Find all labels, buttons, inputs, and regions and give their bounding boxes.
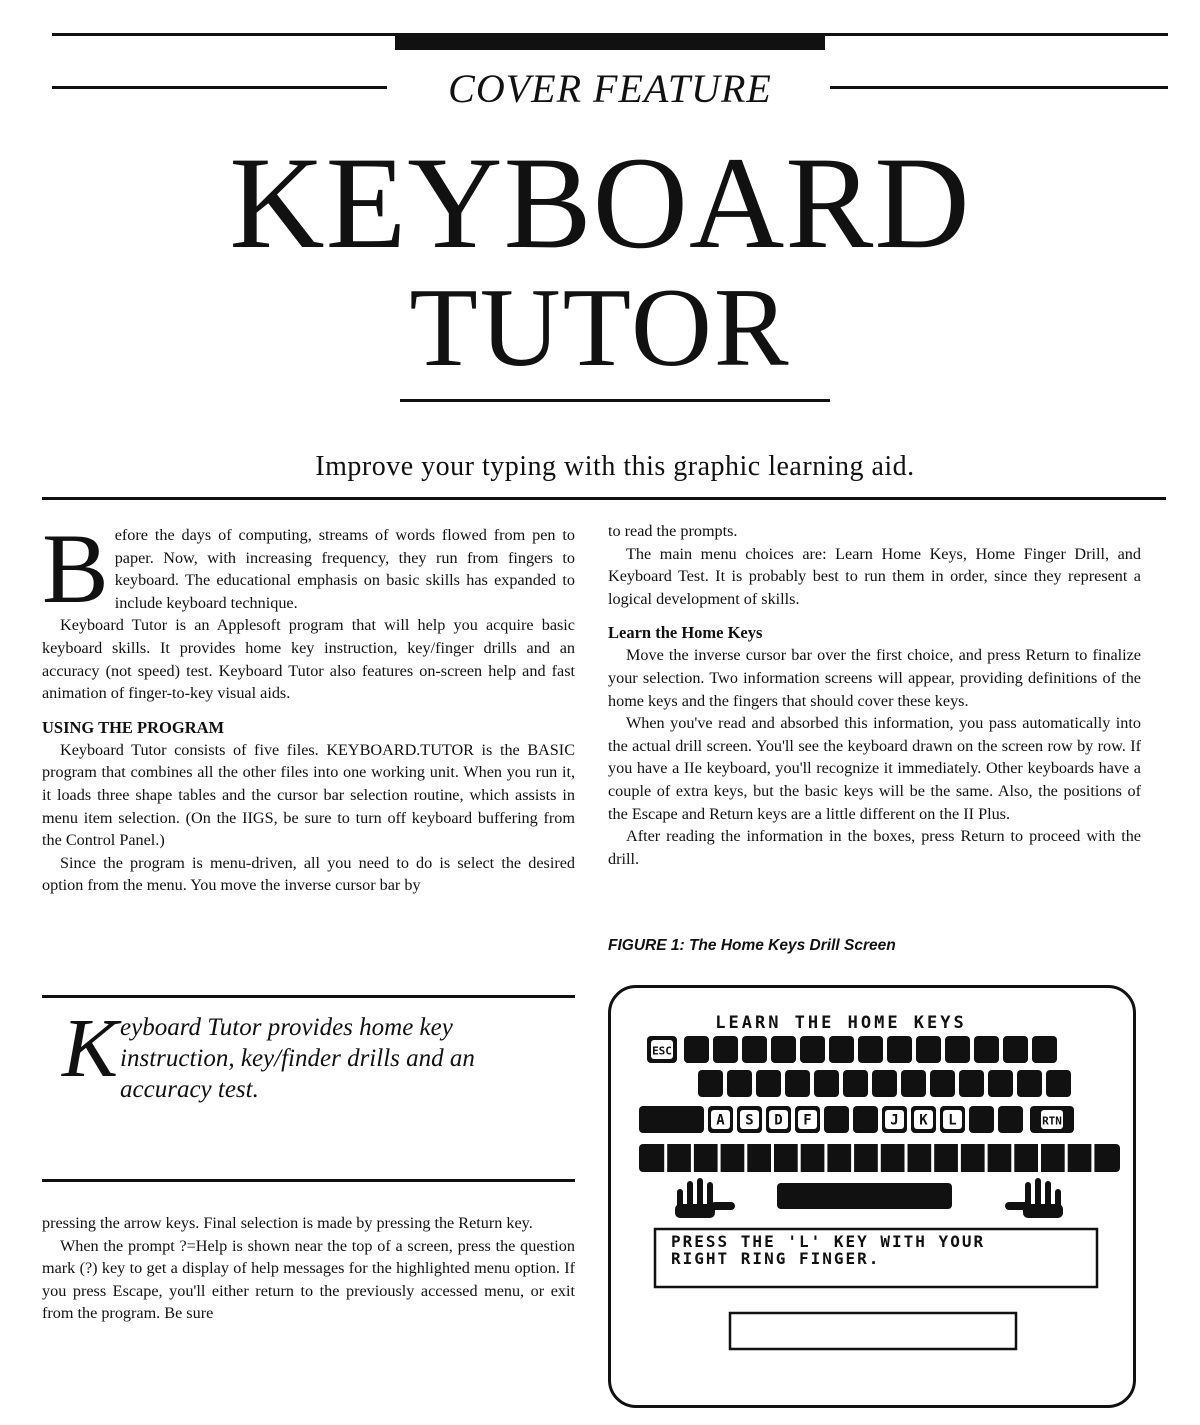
key-row2-2 — [727, 1070, 752, 1097]
subtitle-rule — [42, 497, 1166, 500]
message-line-2: RIGHT RING FINGER. — [671, 1249, 881, 1268]
figure-caption: FIGURE 1: The Home Keys Drill Screen — [608, 937, 896, 954]
drop-cap: B — [42, 513, 109, 624]
key-row1-8 — [887, 1036, 912, 1063]
key-row2-5 — [814, 1070, 839, 1097]
key-row2-6 — [843, 1070, 868, 1097]
input-box — [730, 1313, 1016, 1349]
key-j-label: J — [890, 1112, 899, 1129]
key-row2-1 — [698, 1070, 723, 1097]
intro-paragraph — [42, 513, 575, 624]
pull-quote-top-rule — [42, 995, 575, 998]
key-row1-5 — [800, 1036, 825, 1063]
key-row1-2 — [713, 1036, 738, 1063]
drill-screen-figure — [608, 985, 1136, 1408]
key-a-label: A — [716, 1112, 725, 1129]
pull-quote-initial: K — [62, 1002, 119, 1095]
key-row2-8 — [901, 1070, 926, 1097]
key-row2-4 — [785, 1070, 810, 1097]
left-column-bottom — [42, 1212, 575, 1325]
key-row1-1 — [684, 1036, 709, 1063]
key-esc-label: ESC — [652, 1044, 672, 1058]
key-row2-11 — [988, 1070, 1013, 1097]
right-paragraph-2: The main menu choices are: Learn Home Keys, Home Finger Drill, and Keyboard Test. It is probably best to run them in order, since they represent a logical development of skills. — [608, 544, 1141, 608]
key-row1-3 — [742, 1036, 767, 1063]
key-l-label: L — [948, 1112, 957, 1129]
paragraph-2: Keyboard Tutor is an Applesoft program that will help you acquire basic keyboard skills. It provides home key instruction, key/finger drills and an accuracy (not speed) test. Keyboard Tutor also features on-screen help and fast animation of finger-to-key visual aids. — [42, 616, 575, 703]
key-row1-9 — [916, 1036, 941, 1063]
subtitle: Improve your typing with this graphic learning aid. — [315, 451, 915, 482]
key-row1-12 — [1003, 1036, 1028, 1063]
key-row1-7 — [858, 1036, 883, 1063]
key-h — [853, 1106, 878, 1133]
key-row1-4 — [771, 1036, 796, 1063]
right-paragraph-4: When you've read and absorbed this information, you pass automatically into the actual drill screen. You'll see the keyboard drawn on the screen row by row. If you have a IIe keyboard, you'll recognize it immediately. Other keyboards have a couple of extra keys, but the basic keys will be the same. Also, the positions of the Escape and Return keys are a little different on the II Plus. — [608, 714, 1141, 823]
key-row2-10 — [959, 1070, 984, 1097]
intro-text: efore the days of computing, streams of words flowed from pen to paper. Now, with increasing frequency, they run from fingers to keyboard. The educational emphasis on basic skills has expanded to include keyboard technique. — [114, 526, 575, 612]
paragraph-4: Since the program is menu-driven, all you need to do is select the desired option from the menu. You move the inverse cursor bar by — [42, 853, 575, 895]
title-line-2: TUTOR — [409, 266, 791, 390]
key-d-label: D — [774, 1112, 783, 1129]
label-rule-right — [830, 86, 1168, 89]
pull-quote-bottom-rule — [42, 1179, 575, 1182]
key-row2-7 — [872, 1070, 897, 1097]
paragraph-5: pressing the arrow keys. Final selection is made by pressing the Return key. — [42, 1214, 533, 1232]
key-k-label: K — [919, 1112, 928, 1129]
heading-using-the-program: USING THE PROGRAM — [42, 717, 225, 737]
key-row1-13 — [1032, 1036, 1057, 1063]
key-row2-13 — [1046, 1070, 1071, 1097]
space-bar — [777, 1183, 952, 1209]
keyboard-keys — [639, 1036, 1120, 1172]
right-paragraph-5: After reading the information in the boxes, press Return to proceed with the drill. — [608, 827, 1141, 868]
key-row2-9 — [930, 1070, 955, 1097]
key-quote — [998, 1106, 1023, 1133]
key-g — [824, 1106, 849, 1133]
paragraph-3: Keyboard Tutor consists of five files. KEYBOARD.TUTOR is the BASIC program that combines all the other files into one working unit. When you run it, it loads three shape tables and the cursor bar selection routine, which assists in menu item selection. (On the IIGS, be sure to turn off keyboard buffering from the Control Panel.) — [42, 740, 575, 850]
right-paragraph-3: Move the inverse cursor bar over the first choice, and press Return to finalize your selection. Two information screens will appear, providing definitions of the home keys and the fingers that should cover these keys. — [608, 646, 1141, 710]
left-column-top — [42, 513, 575, 897]
section-label: COVER FEATURE — [448, 66, 772, 111]
right-paragraph-1: to read the prompts. — [608, 522, 738, 540]
left-hand-icon — [675, 1178, 735, 1218]
key-semicolon — [969, 1106, 994, 1133]
label-rule-left — [52, 86, 387, 89]
key-row1-6 — [829, 1036, 854, 1063]
top-thick-bar — [395, 33, 825, 50]
heading-learn-home-keys: Learn the Home Keys — [608, 623, 763, 643]
pull-quote-text: eyboard Tutor provides home key instruction, key/finder drills and an accuracy test. — [120, 1014, 475, 1103]
message-line-1: PRESS THE 'L' KEY WITH YOUR — [671, 1232, 986, 1251]
keyboard-diagram — [611, 988, 1133, 1405]
key-f-label: F — [803, 1112, 812, 1129]
screen-title: LEARN THE HOME KEYS — [715, 1013, 967, 1033]
pull-quote — [62, 1002, 562, 1105]
paragraph-6: When the prompt ?=Help is shown near the top of a screen, press the question mark (?) key to get a display of help messages for the highlighted menu option. If you press Escape, you'll either return to the previously accessed menu, or exit from the program. Be sure — [42, 1236, 575, 1323]
title-line-1: KEYBOARD — [229, 129, 971, 276]
right-column — [608, 520, 1141, 870]
title-underline — [400, 399, 830, 402]
right-hand-icon — [1005, 1178, 1063, 1218]
key-ctrl — [639, 1106, 704, 1133]
key-row2-12 — [1017, 1070, 1042, 1097]
key-row1-11 — [974, 1036, 999, 1063]
key-return-label: RTN — [1042, 1114, 1062, 1128]
key-s-label: S — [745, 1112, 754, 1129]
key-row2-3 — [756, 1070, 781, 1097]
key-row1-10 — [945, 1036, 970, 1063]
